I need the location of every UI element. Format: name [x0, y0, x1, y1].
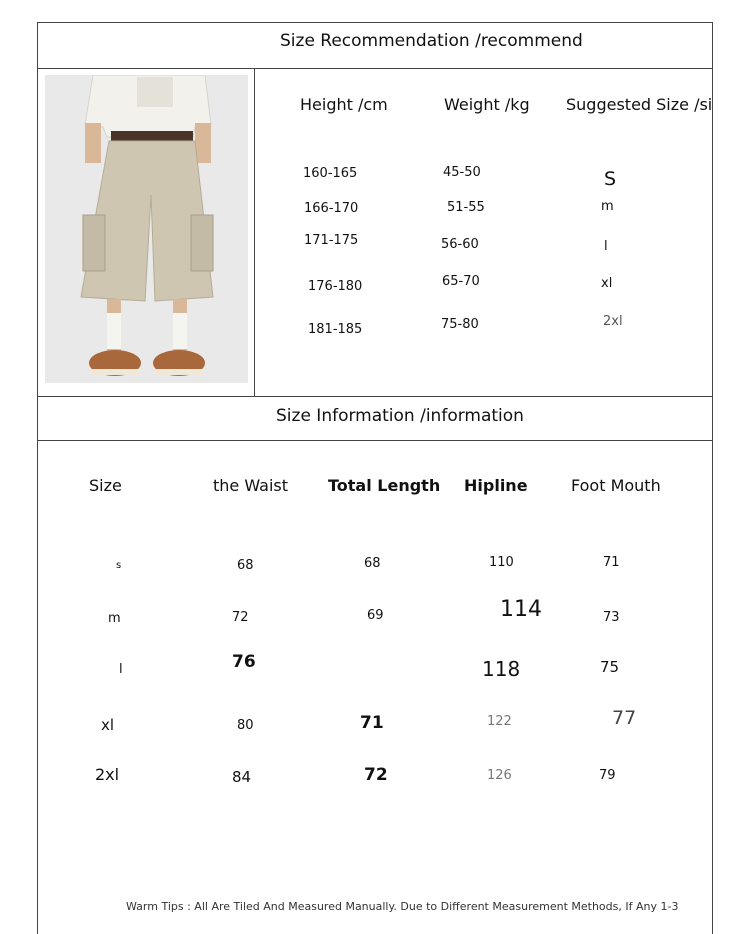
rec-size-cell: xl — [601, 276, 613, 291]
info-hip-cell: 122 — [487, 714, 512, 729]
header-foot-mouth: Foot Mouth — [571, 476, 661, 495]
rec-height-cell: 181-185 — [308, 322, 363, 337]
header-weight: Weight /kg — [444, 95, 530, 114]
rec-size-cell: l — [604, 239, 608, 254]
rec-height-cell: 171-175 — [304, 233, 359, 248]
info-foot-cell: 79 — [599, 768, 616, 783]
rec-weight-cell: 56-60 — [441, 237, 479, 252]
header-size: Size — [89, 476, 122, 495]
rec-height-cell: 160-165 — [303, 166, 358, 181]
info-length-cell: 72 — [364, 765, 388, 785]
info-waist-cell: 72 — [232, 610, 249, 625]
info-waist-cell: 68 — [237, 558, 254, 573]
header-waist: the Waist — [213, 476, 288, 495]
rec-height-cell: 166-170 — [304, 201, 359, 216]
info-foot-cell: 73 — [603, 610, 620, 625]
rec-weight-cell: 45-50 — [443, 165, 481, 180]
divider — [37, 68, 712, 69]
info-hip-cell: 126 — [487, 768, 512, 783]
rec-weight-cell: 75-80 — [441, 317, 479, 332]
info-length-cell: 68 — [364, 556, 381, 571]
information-title: Size Information /information — [276, 406, 524, 426]
info-waist-cell: 76 — [232, 652, 256, 672]
header-total-length: Total Length — [328, 476, 441, 495]
rec-size-cell: m — [601, 199, 614, 214]
rec-weight-cell: 51-55 — [447, 200, 485, 215]
divider — [37, 22, 712, 23]
info-length-cell: 71 — [360, 713, 384, 733]
header-height: Height /cm — [300, 95, 388, 114]
divider — [254, 68, 255, 396]
rec-size-cell: S — [604, 168, 617, 190]
info-hip-cell: 110 — [489, 555, 514, 570]
warm-tips: Warm Tips : All Are Tiled And Measured Manually. Due to Different Measurement Methods, If Any 1-3 — [126, 900, 679, 913]
rec-size-cell: 2xl — [603, 314, 623, 329]
info-size-cell: 2xl — [95, 765, 120, 784]
info-size-cell: s — [116, 560, 122, 571]
info-waist-cell: 80 — [237, 718, 254, 733]
info-hip-cell: 114 — [500, 597, 542, 622]
header-suggested-size: Suggested Size /si — [566, 95, 713, 114]
info-foot-cell: 77 — [612, 707, 637, 729]
product-photo — [45, 75, 248, 383]
info-size-cell: m — [108, 611, 121, 626]
divider — [37, 440, 712, 441]
info-size-cell: l — [119, 662, 123, 677]
product-photo-illustration — [45, 75, 248, 383]
info-hip-cell: 118 — [482, 657, 521, 681]
info-length-cell: 69 — [367, 608, 384, 623]
info-foot-cell: 71 — [603, 555, 620, 570]
recommendation-title: Size Recommendation /recommend — [280, 31, 583, 51]
rec-weight-cell: 65-70 — [442, 274, 480, 289]
divider — [37, 396, 712, 397]
header-hipline: Hipline — [464, 476, 528, 495]
info-foot-cell: 75 — [600, 658, 620, 676]
info-size-cell: xl — [101, 716, 115, 734]
rec-height-cell: 176-180 — [308, 279, 363, 294]
info-waist-cell: 84 — [232, 768, 252, 786]
